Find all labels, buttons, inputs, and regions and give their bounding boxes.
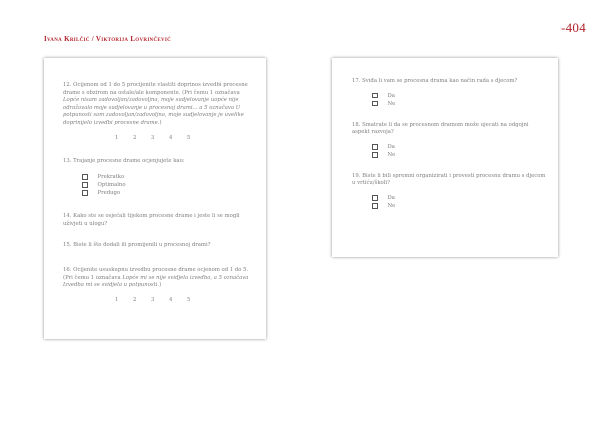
rating-scale bbox=[63, 135, 252, 141]
option-list bbox=[352, 194, 546, 210]
option-item[interactable] bbox=[372, 151, 546, 159]
checkbox[interactable] bbox=[372, 144, 378, 150]
checkbox[interactable] bbox=[82, 190, 88, 196]
option-item[interactable] bbox=[372, 143, 546, 151]
checkbox[interactable] bbox=[372, 93, 378, 99]
scale-option[interactable]: 2 bbox=[133, 296, 137, 303]
scale-option[interactable]: 1 bbox=[115, 134, 119, 141]
scale-option[interactable]: 4 bbox=[169, 296, 173, 303]
question-14-text: 14. Kako ste se osjećali tijekom procesne drame i jeste li se mogli uživjeti u ulogu? bbox=[63, 213, 240, 227]
scale-option[interactable]: 4 bbox=[169, 134, 173, 141]
question-14 bbox=[63, 213, 252, 228]
option-list bbox=[352, 143, 546, 159]
question-13 bbox=[63, 158, 252, 198]
questionnaire-panel-left bbox=[44, 58, 266, 339]
option-list bbox=[63, 173, 252, 197]
question-16-close: ) bbox=[159, 282, 162, 289]
scale-option[interactable]: 3 bbox=[151, 296, 155, 303]
question-12 bbox=[63, 82, 252, 141]
option-item[interactable] bbox=[372, 202, 546, 210]
question-12-text: 12. Ocijenom od 1 do 5 procijenite vlastiti doprinos izvedbi procesne drame s obzirom na ostale/ale komponente. (Pri čemu 1 označava bbox=[63, 82, 248, 96]
question-19-text: 19. Biste li bili spremni organizirati i provesti procesnu dramu s djecom u vrtiću/školi? bbox=[352, 172, 546, 187]
option-label: Predugo bbox=[97, 190, 121, 197]
option-label: Da bbox=[387, 143, 395, 150]
question-16-text: 16. Ocijenite ususkupnu izvedbu procesne drame ocjenom od 1 do 5. (Pri čemu 1 označava bbox=[63, 266, 249, 281]
option-item[interactable] bbox=[372, 92, 546, 100]
option-item[interactable] bbox=[82, 189, 252, 197]
option-item[interactable] bbox=[372, 100, 546, 108]
option-label: Optimalno bbox=[97, 182, 126, 189]
option-label: Da bbox=[387, 92, 395, 99]
checkbox[interactable] bbox=[372, 203, 378, 209]
checkbox[interactable] bbox=[82, 182, 88, 188]
running-header: Ivana Krilčić / Viktorija Lovrinčević bbox=[44, 35, 172, 43]
option-item[interactable] bbox=[82, 173, 252, 181]
scale-option[interactable]: 2 bbox=[133, 134, 137, 141]
question-12-italic: Lopće nisam zadovoljan/zadovoljna, moje sudjelovanje uopće nije odražavalo moje sudjelovanje u procesnoj drami... a 5 označava U potpunosti sam zadovoljan/zadovoljna, moje sudjelovanje je uvelike doprinijelo izvedbi procesne drame. bbox=[63, 97, 244, 126]
question-16 bbox=[63, 267, 252, 303]
question-15-text: 15. Biste li što dodali ili promijenili u procesnoj drami? bbox=[63, 242, 211, 249]
question-18-text: 18. Smatrate li da se procesnom dramom može ujecati na odgojni aspekt razvoja? bbox=[352, 121, 529, 136]
option-list bbox=[352, 92, 546, 108]
question-12-close: ) bbox=[159, 119, 162, 126]
question-17 bbox=[352, 78, 546, 108]
scale-option[interactable]: 1 bbox=[115, 296, 119, 303]
scale-option[interactable]: 5 bbox=[187, 134, 191, 141]
rating-scale bbox=[63, 297, 252, 303]
option-label: Ne bbox=[387, 202, 396, 209]
option-item[interactable] bbox=[82, 181, 252, 189]
question-13-text: 13. Trajanje procesne drame ocjenjujete kao: bbox=[63, 157, 185, 164]
question-19 bbox=[352, 173, 546, 210]
checkbox[interactable] bbox=[82, 174, 88, 180]
scale-option[interactable]: 5 bbox=[187, 296, 191, 303]
questionnaire-panel-right bbox=[332, 58, 558, 257]
checkbox[interactable] bbox=[372, 195, 378, 201]
question-18 bbox=[352, 122, 546, 159]
question-16-italic: Lopće mi se nije svidjela izvedba, a 5 označava Izvedba mi se svidjela u potpunosti. bbox=[63, 274, 249, 289]
option-label: Prekratko bbox=[97, 174, 125, 181]
page-number: -404 bbox=[560, 20, 586, 35]
scale-option[interactable]: 3 bbox=[151, 134, 155, 141]
option-label: Da bbox=[387, 194, 395, 201]
checkbox[interactable] bbox=[372, 101, 378, 107]
question-15 bbox=[63, 242, 252, 250]
option-label: Ne bbox=[387, 151, 396, 158]
option-label: Ne bbox=[387, 100, 396, 107]
checkbox[interactable] bbox=[372, 152, 378, 158]
option-item[interactable] bbox=[372, 194, 546, 202]
question-17-text: 17. Sviđa li vam se procesna drama kao način rada s djecom? bbox=[352, 78, 518, 84]
